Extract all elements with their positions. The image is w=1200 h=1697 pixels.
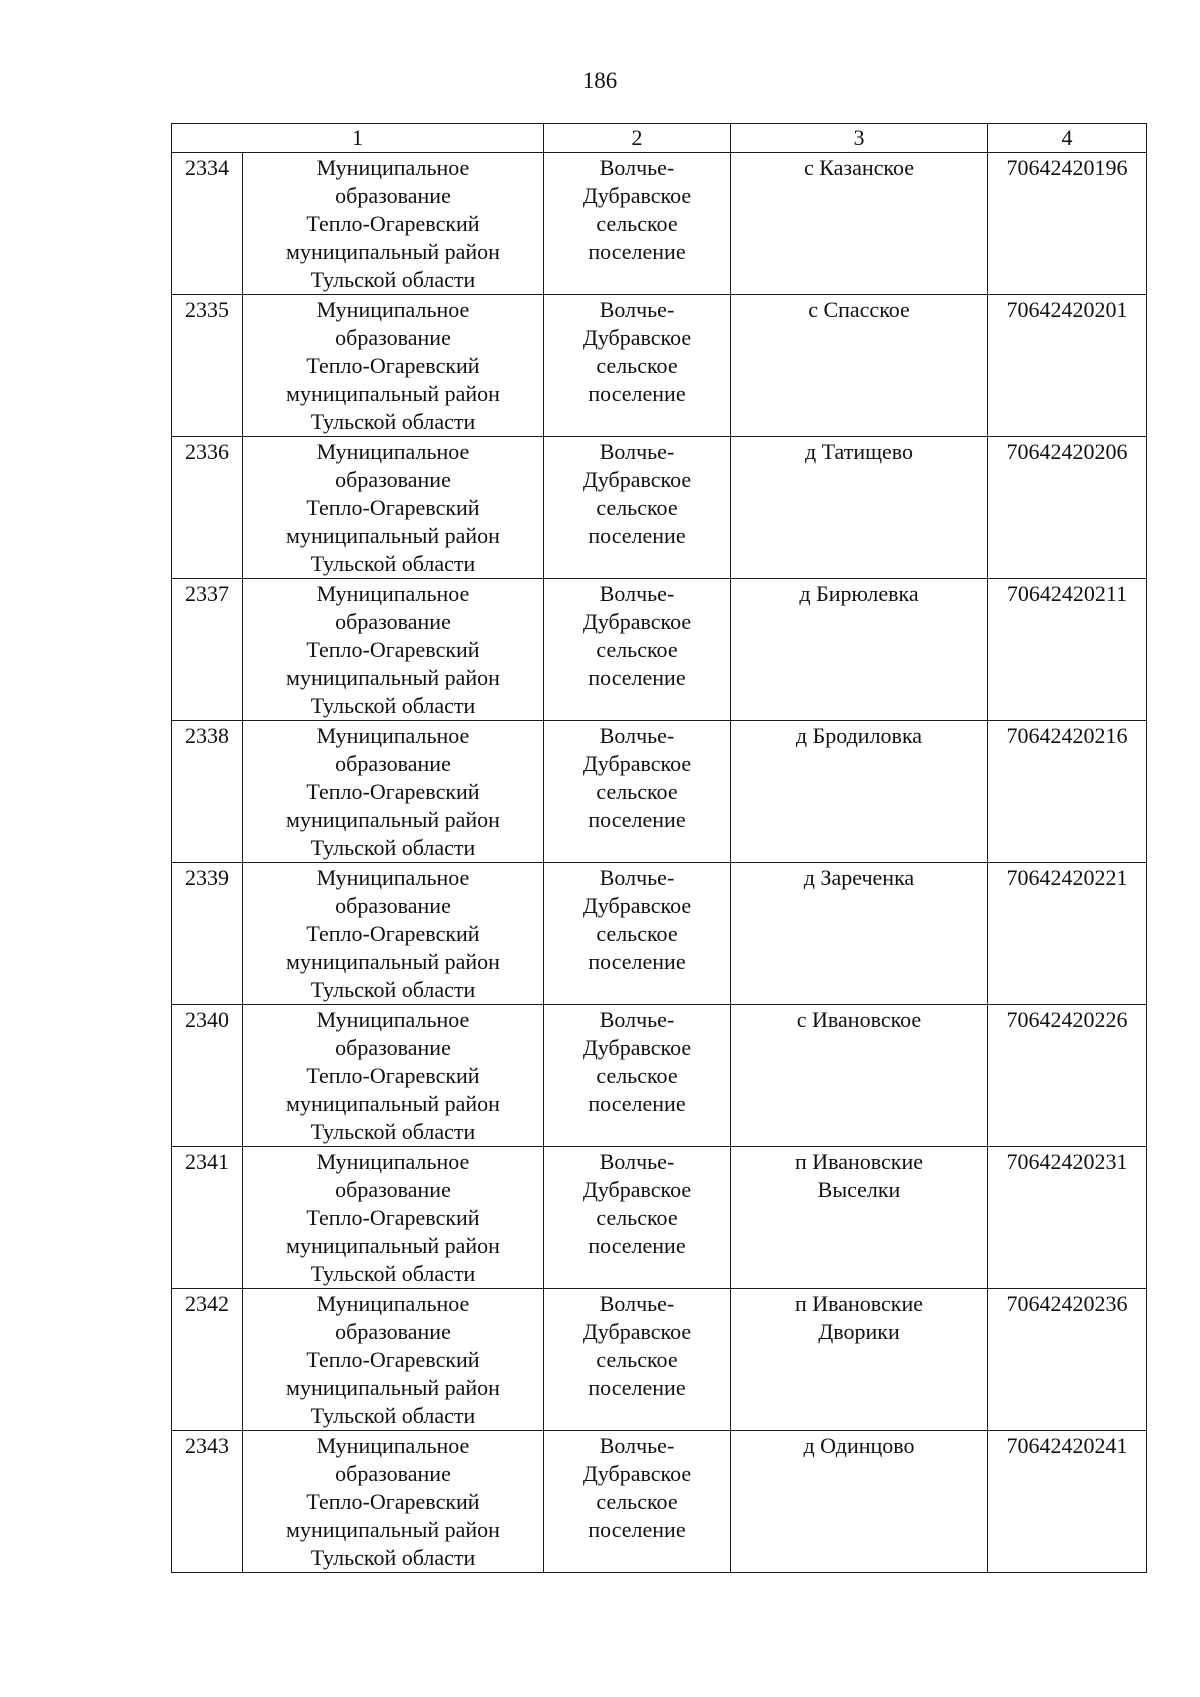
municipality-cell-line: образование	[335, 751, 451, 776]
locality-cell	[731, 721, 988, 863]
row-number: 2335	[172, 295, 243, 437]
settlement-cell-line: сельское	[596, 1205, 678, 1230]
locality-cell	[731, 153, 988, 295]
municipality-cell-line: муниципальный район	[286, 807, 500, 832]
municipality-cell-line: Тепло-Огаревский	[306, 353, 480, 378]
table-row	[172, 437, 1147, 579]
locality-cell	[731, 1431, 988, 1573]
settlement-cell-line: Волчье-	[599, 155, 675, 180]
header-col-4: 4	[988, 124, 1147, 153]
locality-cell	[731, 863, 988, 1005]
municipality-cell-line: Муниципальное	[316, 439, 470, 464]
settlement-cell-line: Дубравское	[582, 609, 692, 634]
municipality-cell	[243, 295, 544, 437]
oktmo-code-cell: 70642420241	[988, 1431, 1147, 1573]
settlement-cell-line: поселение	[588, 1233, 686, 1258]
row-number: 2336	[172, 437, 243, 579]
row-number: 2342	[172, 1289, 243, 1431]
municipality-cell-line: муниципальный район	[286, 1517, 500, 1542]
settlement-cell	[544, 1431, 731, 1573]
locality-cell-line: Дворики	[818, 1319, 900, 1344]
locality-cell-line: с Казанское	[803, 155, 914, 180]
settlement-cell-line: Дубравское	[582, 1177, 692, 1202]
municipality-cell-line: Тульской области	[310, 551, 476, 576]
municipality-cell-line: Тепло-Огаревский	[306, 1063, 480, 1088]
municipality-cell	[243, 863, 544, 1005]
settlement-cell-line: сельское	[596, 921, 678, 946]
municipality-cell-line: образование	[335, 325, 451, 350]
locality-cell	[731, 1289, 988, 1431]
settlement-cell-line: Дубравское	[582, 183, 692, 208]
municipality-cell-line: Тульской области	[310, 693, 476, 718]
settlement-cell-line: сельское	[596, 211, 678, 236]
locality-cell-line: д Татищево	[804, 439, 914, 464]
locality-cell	[731, 1005, 988, 1147]
municipality-cell-line: Муниципальное	[316, 155, 470, 180]
settlement-cell	[544, 1289, 731, 1431]
locality-cell	[731, 295, 988, 437]
settlement-cell-line: сельское	[596, 353, 678, 378]
header-col-1: 1	[172, 124, 544, 153]
settlement-cell-line: Дубравское	[582, 1035, 692, 1060]
municipality-cell-line: Тульской области	[310, 409, 476, 434]
municipality-cell-line: муниципальный район	[286, 523, 500, 548]
municipality-cell	[243, 1431, 544, 1573]
settlement-cell-line: Дубравское	[582, 1461, 692, 1486]
municipality-cell-line: муниципальный район	[286, 239, 500, 264]
row-number: 2340	[172, 1005, 243, 1147]
municipality-cell	[243, 579, 544, 721]
table-row	[172, 1431, 1147, 1573]
oktmo-code-cell: 70642420196	[988, 153, 1147, 295]
settlement-cell-line: поселение	[588, 1091, 686, 1116]
locality-cell-line: с Спасское	[808, 297, 910, 322]
municipality-cell-line: образование	[335, 183, 451, 208]
locality-cell-line: п Ивановские	[794, 1291, 924, 1316]
settlement-cell	[544, 721, 731, 863]
municipality-cell	[243, 1289, 544, 1431]
settlement-cell	[544, 863, 731, 1005]
header-col-2: 2	[544, 124, 731, 153]
settlement-cell-line: Волчье-	[599, 1149, 675, 1174]
municipality-cell-line: образование	[335, 1035, 451, 1060]
settlement-cell-line: поселение	[588, 1517, 686, 1542]
municipality-cell-line: Тепло-Огаревский	[306, 211, 480, 236]
municipality-cell-line: муниципальный район	[286, 665, 500, 690]
municipality-cell-line: муниципальный район	[286, 1233, 500, 1258]
page-number: 186	[582, 68, 618, 93]
settlement-cell	[544, 1147, 731, 1289]
locality-cell-line: с Ивановское	[796, 1007, 922, 1032]
settlement-cell-line: Волчье-	[599, 439, 675, 464]
settlement-cell-line: поселение	[588, 807, 686, 832]
municipality-cell	[243, 437, 544, 579]
municipality-cell-line: образование	[335, 609, 451, 634]
settlement-cell-line: поселение	[588, 523, 686, 548]
municipality-cell-line: Муниципальное	[316, 1149, 470, 1174]
municipality-cell-line: Тепло-Огаревский	[306, 921, 480, 946]
municipality-cell-line: Тульской области	[310, 835, 476, 860]
header-col-3: 3	[731, 124, 988, 153]
settlement-cell-line: Волчье-	[599, 1007, 675, 1032]
table-row	[172, 863, 1147, 1005]
municipality-cell-line: Муниципальное	[316, 1291, 470, 1316]
oktmo-code-cell: 70642420221	[988, 863, 1147, 1005]
settlement-cell-line: сельское	[596, 1489, 678, 1514]
table-row	[172, 153, 1147, 295]
settlement-cell-line: сельское	[596, 495, 678, 520]
settlement-cell-line: сельское	[596, 637, 678, 662]
settlement-cell-line: Волчье-	[599, 581, 675, 606]
table-row	[172, 579, 1147, 721]
table-row	[172, 295, 1147, 437]
municipality-cell-line: муниципальный район	[286, 381, 500, 406]
settlement-cell	[544, 153, 731, 295]
settlement-cell-line: Волчье-	[599, 865, 675, 890]
municipality-cell-line: Тульской области	[310, 977, 476, 1002]
registry-table	[171, 123, 1147, 1573]
table-row	[172, 1289, 1147, 1431]
table-row	[172, 1005, 1147, 1147]
settlement-cell-line: поселение	[588, 381, 686, 406]
municipality-cell-line: образование	[335, 1461, 451, 1486]
table-body	[172, 153, 1147, 1573]
oktmo-code-cell: 70642420206	[988, 437, 1147, 579]
settlement-cell-line: Волчье-	[599, 1433, 675, 1458]
municipality-cell-line: Муниципальное	[316, 1433, 470, 1458]
settlement-cell-line: сельское	[596, 1347, 678, 1372]
municipality-cell-line: Тепло-Огаревский	[306, 1489, 480, 1514]
locality-cell-line: Выселки	[817, 1177, 901, 1202]
settlement-cell-line: Дубравское	[582, 751, 692, 776]
municipality-cell-line: муниципальный район	[286, 949, 500, 974]
settlement-cell-line: сельское	[596, 779, 678, 804]
municipality-cell-line: Муниципальное	[316, 297, 470, 322]
settlement-cell-line: Дубравское	[582, 467, 692, 492]
settlement-cell-line: поселение	[588, 239, 686, 264]
municipality-cell-line: Тепло-Огаревский	[306, 779, 480, 804]
municipality-cell-line: образование	[335, 1177, 451, 1202]
municipality-cell-line: образование	[335, 1319, 451, 1344]
municipality-cell-line: Муниципальное	[316, 865, 470, 890]
municipality-cell-line: Тульской области	[310, 1119, 476, 1144]
municipality-cell	[243, 153, 544, 295]
row-number: 2338	[172, 721, 243, 863]
table-header	[172, 124, 1147, 153]
locality-cell-line: п Ивановские	[794, 1149, 924, 1174]
settlement-cell-line: Дубравское	[582, 1319, 692, 1344]
municipality-cell-line: Муниципальное	[316, 723, 470, 748]
municipality-cell-line: Тепло-Огаревский	[306, 1205, 480, 1230]
municipality-cell-line: Муниципальное	[316, 1007, 470, 1032]
settlement-cell-line: поселение	[588, 949, 686, 974]
oktmo-code-cell: 70642420231	[988, 1147, 1147, 1289]
settlement-cell	[544, 1005, 731, 1147]
municipality-cell	[243, 1147, 544, 1289]
locality-cell-line: д Бирюлевка	[799, 581, 919, 606]
row-number: 2341	[172, 1147, 243, 1289]
settlement-cell-line: сельское	[596, 1063, 678, 1088]
municipality-cell-line: муниципальный район	[286, 1375, 500, 1400]
row-number: 2337	[172, 579, 243, 721]
row-number: 2343	[172, 1431, 243, 1573]
row-number: 2334	[172, 153, 243, 295]
locality-cell-line: д Бродиловка	[795, 723, 923, 748]
municipality-cell-line: Тепло-Огаревский	[306, 495, 480, 520]
municipality-cell	[243, 721, 544, 863]
municipality-cell-line: Тульской области	[310, 267, 476, 292]
locality-cell	[731, 579, 988, 721]
oktmo-code-cell: 70642420201	[988, 295, 1147, 437]
municipality-cell-line: Тульской области	[310, 1403, 476, 1428]
settlement-cell-line: Дубравское	[582, 893, 692, 918]
row-number: 2339	[172, 863, 243, 1005]
settlement-cell-line: Волчье-	[599, 723, 675, 748]
municipality-cell-line: Тульской области	[310, 1545, 476, 1570]
locality-cell	[731, 1147, 988, 1289]
locality-cell-line: д Зареченка	[803, 865, 915, 890]
oktmo-code-cell: 70642420226	[988, 1005, 1147, 1147]
oktmo-code-cell: 70642420211	[988, 579, 1147, 721]
oktmo-code-cell: 70642420236	[988, 1289, 1147, 1431]
municipality-cell-line: образование	[335, 893, 451, 918]
settlement-cell	[544, 579, 731, 721]
municipality-cell-line: образование	[335, 467, 451, 492]
municipality-cell	[243, 1005, 544, 1147]
municipality-cell-line: муниципальный район	[286, 1091, 500, 1116]
header-row	[172, 124, 1147, 153]
settlement-cell	[544, 295, 731, 437]
municipality-cell-line: Тульской области	[310, 1261, 476, 1286]
locality-cell	[731, 437, 988, 579]
settlement-cell-line: поселение	[588, 665, 686, 690]
municipality-cell-line: Муниципальное	[316, 581, 470, 606]
settlement-cell-line: Волчье-	[599, 297, 675, 322]
settlement-cell	[544, 437, 731, 579]
settlement-cell-line: поселение	[588, 1375, 686, 1400]
locality-cell-line: д Одинцово	[803, 1433, 915, 1458]
oktmo-code-cell: 70642420216	[988, 721, 1147, 863]
settlement-cell-line: Дубравское	[582, 325, 692, 350]
municipality-cell-line: Тепло-Огаревский	[306, 637, 480, 662]
table-row	[172, 721, 1147, 863]
table-row	[172, 1147, 1147, 1289]
municipality-cell-line: Тепло-Огаревский	[306, 1347, 480, 1372]
settlement-cell-line: Волчье-	[599, 1291, 675, 1316]
